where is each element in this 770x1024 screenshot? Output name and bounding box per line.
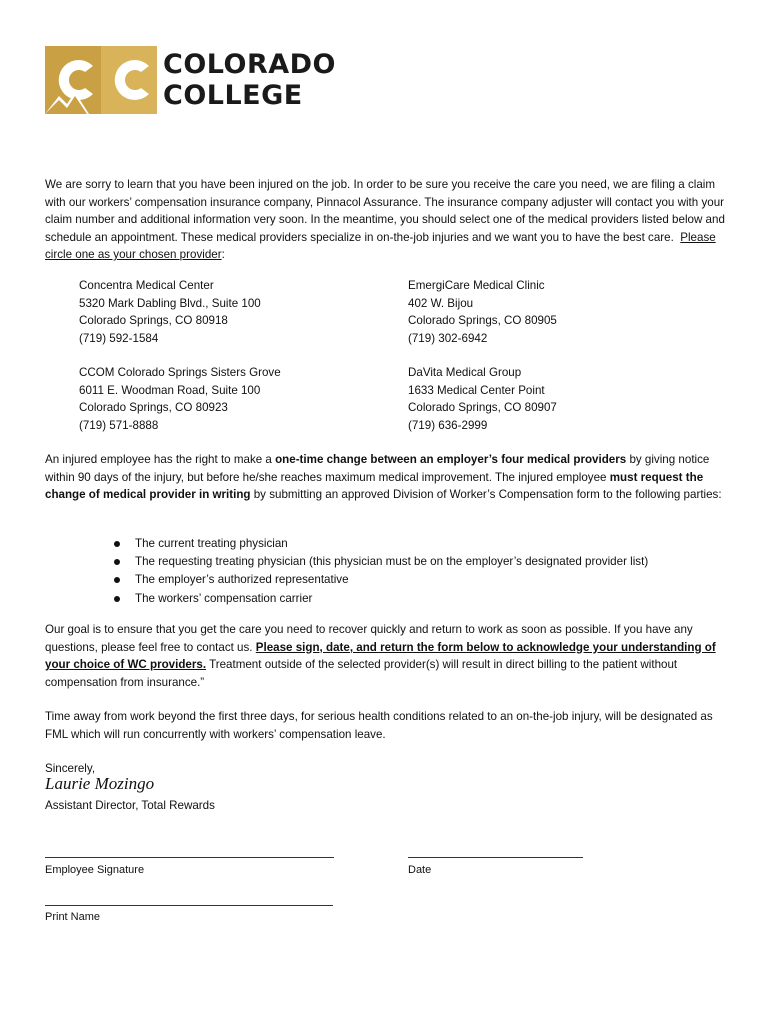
date-line[interactable] [408, 857, 583, 858]
instruction-suffix: : [221, 248, 225, 262]
list-item: The requesting treating physician (this physician must be on the employer’s designated provider list) [113, 553, 648, 571]
goal-text-2: Treatment outside of the selected provider(s) will result in direct billing to the patient without compensation from insurance.” [45, 658, 678, 689]
provider-city: Colorado Springs, CO 80907 [408, 401, 557, 415]
logo-wordmark [163, 49, 336, 111]
provider-name: EmergiCare Medical Clinic [408, 279, 545, 292]
provider-phone: (719) 592-1584 [79, 331, 159, 345]
provider-address: 402 W. Bijou [408, 296, 474, 310]
signature: Laurie Mozingo [45, 774, 155, 793]
cc-mountain-logo-icon [45, 46, 157, 114]
print-name-line[interactable] [45, 905, 333, 906]
rights-text-3: by submitting an approved Division of Worker’s Compensation form to the following parties: [250, 488, 722, 502]
provider-address: 1633 Medical Center Point [408, 383, 545, 397]
logo-line-2: COLLEGE [163, 80, 303, 111]
list-item: The employer’s authorized representative [113, 571, 648, 589]
provider-phone: (719) 636-2999 [408, 418, 488, 432]
colorado-college-logo [45, 46, 365, 116]
rights-text-2: by giving notice within 90 days of the injury, but before he/she reaches maximum medical improvement. The injured employee [45, 453, 710, 484]
fml-paragraph: Time away from work beyond the first three days, for serious health conditions related to an on-the-job injury, will be designated as FML which will run concurrently with workers’ compensation leave. [45, 710, 713, 741]
provider-city: Colorado Springs, CO 80923 [79, 401, 228, 415]
provider-name: CCOM Colorado Springs Sisters Grove [79, 366, 281, 379]
rights-bold-2: must request the change of medical provider in writing [45, 470, 704, 502]
intro-paragraph [45, 176, 725, 264]
provider-davita [408, 364, 557, 434]
print-name-label: Print Name [45, 911, 101, 923]
rights-bold-1: one-time change between an employer’s four medical providers [275, 453, 627, 466]
list-item: The workers’ compensation carrier [113, 590, 648, 608]
goal-paragraph [45, 621, 725, 691]
salutation: Sincerely, [45, 762, 96, 775]
provider-address: 5320 Mark Dabling Blvd., Suite 100 [79, 296, 261, 310]
provider-emergicare [408, 277, 557, 347]
signer-title: Assistant Director, Total Rewards [45, 799, 215, 812]
provider-phone: (719) 302-6942 [408, 331, 488, 345]
circle-instruction: Please circle one as your chosen provider [45, 230, 716, 262]
intro-text: We are sorry to learn that you have been injured on the job. In order to be sure you receive the care you need, we are filing a claim with our workers’ compensation insurance company, Pinnacol Assurance. The insurance company adjuster will contact you with your claim number and additional information very soon. In the meantime, you should select one of the medical providers listed below and schedule an appointment. These medical providers specialize in on-the-job injuries and we want you to have the best care. [45, 178, 725, 244]
provider-ccom [79, 364, 281, 434]
provider-name: DaVita Medical Group [408, 366, 522, 379]
provider-address: 6011 E. Woodman Road, Suite 100 [79, 383, 261, 397]
provider-phone: (719) 571-8888 [79, 418, 159, 432]
rights-paragraph [45, 451, 725, 504]
goal-bold-instruction: Please sign, date, and return the form below to acknowledge your understanding of your choice of WC providers. [45, 640, 716, 672]
date-label: Date [408, 864, 432, 876]
rights-text-1: An injured employee has the right to make a [45, 453, 276, 466]
list-item: The current treating physician [113, 535, 648, 553]
employee-signature-line[interactable] [45, 857, 334, 858]
provider-name: Concentra Medical Center [79, 279, 214, 292]
logo-line-1: COLORADO [163, 49, 337, 80]
parties-list [113, 535, 648, 608]
employee-signature-label: Employee Signature [45, 864, 145, 876]
provider-city: Colorado Springs, CO 80905 [408, 314, 557, 328]
provider-city: Colorado Springs, CO 80918 [79, 314, 228, 328]
provider-concentra [79, 277, 261, 347]
goal-text-1: Our goal is to ensure that you get the care you need to recover quickly and return to work as soon as possible. If you have any questions, please feel free to contact us. [45, 623, 693, 654]
